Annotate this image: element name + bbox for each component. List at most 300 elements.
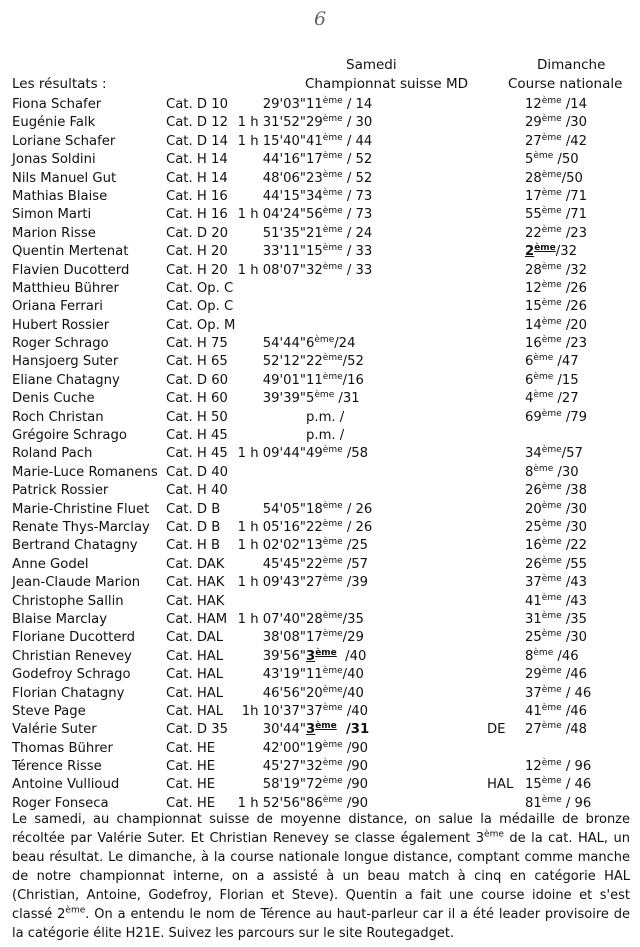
result-row	[0, 317, 640, 335]
sunday-rank	[525, 593, 587, 611]
sunday-rank-suffix: ème	[541, 482, 562, 493]
saturday-rank-total: /52	[342, 354, 364, 370]
sunday-rank	[525, 188, 587, 206]
saturday-time: 45'45"	[262, 556, 306, 572]
saturday-rank-suffix: ème	[322, 169, 343, 180]
athlete-name: Grégoire Schrago	[12, 428, 127, 444]
saturday-rank	[306, 666, 364, 684]
saturday-time: 46'56"	[262, 685, 306, 701]
sunday-rank-number: 69	[525, 409, 542, 425]
sunday-rank-total: / 46	[561, 685, 592, 701]
saturday-rank-total: /90	[342, 740, 369, 756]
saturday-time: 1 h 07'40"	[237, 611, 306, 627]
sunday-rank-number: 22	[525, 225, 542, 241]
sunday-rank-suffix: ème	[541, 592, 562, 603]
result-row	[0, 206, 640, 224]
saturday-time: 1 h 31'52"	[237, 115, 306, 131]
sunday-rank	[525, 685, 591, 703]
sunday-rank-number: 55	[525, 207, 542, 223]
result-row	[0, 243, 640, 261]
sunday-category-prefix: DE	[487, 722, 506, 738]
saturday-rank-total: / 14	[342, 97, 373, 112]
sunday-rank-total: /15	[553, 372, 579, 388]
saturday-rank-suffix: ème	[322, 518, 343, 529]
sunday-rank	[525, 353, 579, 371]
sunday-rank	[525, 225, 587, 243]
result-row	[0, 685, 640, 703]
sunday-rank-total: /32	[555, 244, 578, 260]
sunday-rank-suffix: ème	[541, 316, 562, 327]
saturday-rank-number: 72	[306, 777, 323, 793]
sunday-rank-total: /26	[561, 280, 588, 296]
sunday-rank-suffix: ème	[541, 445, 562, 456]
sunday-rank	[525, 776, 591, 794]
category: Cat. D 14	[166, 133, 228, 149]
result-row	[0, 427, 640, 445]
saturday-rank-suffix: ème	[322, 224, 343, 235]
saturday-rank-total: /29	[342, 630, 364, 646]
sunday-rank-total: /43	[561, 593, 588, 609]
saturday-time: 45'27"	[262, 759, 306, 775]
saturday-rank	[306, 188, 372, 206]
saturday-rank-total: /40	[342, 667, 364, 683]
saturday-rank	[306, 390, 360, 408]
athlete-name: Jean-Claude Marion	[12, 575, 141, 591]
category: Cat. H 45	[166, 446, 228, 462]
saturday-rank	[306, 372, 364, 390]
sunday-rank-total: /23	[561, 336, 588, 352]
saturday-rank-number: 22	[306, 556, 323, 572]
page-number: 6	[313, 8, 327, 30]
sunday-rank-number: 15	[525, 777, 542, 793]
saturday-rank-number: 23	[306, 170, 323, 186]
sunday-rank	[525, 96, 587, 114]
sunday-rank-total: /14	[561, 97, 588, 112]
saturday-rank-number: 27	[306, 575, 323, 591]
saturday-time: 43'19"	[262, 667, 306, 683]
saturday-rank-suffix: ème	[322, 702, 343, 713]
athlete-name: Eugénie Falk	[12, 115, 96, 131]
saturday-time: 30'44"	[262, 722, 306, 738]
athlete-name: Eliane Chatagny	[12, 372, 120, 388]
summary-text: Le samedi, au championnat suisse de moyenne distance, on salue la médaille de bronze récoltée par Valérie Suter. Et Christian Renevey se classe également 3	[12, 812, 630, 846]
saturday-time: 44'15"	[262, 188, 306, 204]
sunday-rank-number: 27	[525, 133, 542, 149]
sunday-rank-number: 28	[525, 170, 542, 186]
sunday-rank	[525, 648, 579, 666]
category: Cat. H B	[166, 538, 220, 554]
sunday-rank-suffix: ème	[541, 666, 562, 677]
sunday-rank	[525, 390, 579, 408]
saturday-rank	[306, 611, 364, 629]
saturday-rank-suffix: ème	[322, 151, 343, 162]
saturday-rank	[306, 335, 355, 353]
saturday-rank	[306, 629, 364, 647]
category: Cat. HAK	[166, 575, 225, 591]
saturday-rank-suffix: ème	[322, 574, 343, 585]
sunday-rank-number: 25	[525, 630, 542, 646]
saturday-rank-suffix: ème	[322, 794, 343, 805]
category: Cat. H 40	[166, 483, 228, 499]
athlete-name: Hubert Rossier	[12, 317, 110, 333]
result-row	[0, 666, 640, 684]
category: Cat. D 35	[166, 722, 228, 738]
sunday-rank-suffix: ème	[541, 794, 562, 805]
saturday-rank-number: 17	[306, 630, 323, 646]
saturday-rank-total: / 44	[342, 133, 373, 149]
saturday-rank-number: 11	[306, 97, 323, 112]
sunday-rank-total: /57	[561, 446, 583, 462]
result-row	[0, 629, 640, 647]
saturday-rank-number: 20	[306, 685, 323, 701]
sunday-rank-total: /23	[561, 225, 588, 241]
sunday-rank-total: /50	[553, 152, 579, 168]
sunday-rank-number: 41	[525, 703, 542, 719]
sunday-rank-suffix: ème	[541, 684, 562, 695]
sunday-rank-number: 20	[525, 501, 542, 517]
saturday-rank-total: /90	[342, 777, 369, 793]
sunday-rank-total: /71	[561, 188, 588, 204]
category: Cat. H 45	[166, 428, 228, 444]
saturday-rank-suffix: ème	[314, 335, 335, 346]
athlete-name: Marie-Luce Romanens	[12, 464, 158, 480]
sunday-rank	[525, 298, 587, 316]
sunday-rank-number: 31	[525, 611, 542, 627]
saturday-rank	[306, 685, 364, 703]
sunday-rank-number: 28	[525, 262, 542, 278]
saturday-rank-total: / 24	[342, 225, 373, 241]
sunday-rank-number: 16	[525, 336, 542, 352]
saturday-rank-total: /31	[334, 391, 360, 407]
sunday-rank-number: 8	[525, 648, 534, 664]
sunday-rank-suffix: ème	[541, 702, 562, 713]
sunday-rank-number: 2	[525, 244, 535, 260]
category: Cat. Op. C	[166, 299, 234, 315]
sunday-rank-number: 12	[525, 280, 542, 296]
category: Cat. D 10	[166, 97, 228, 112]
sunday-rank-number: 14	[525, 317, 542, 333]
result-row	[0, 170, 640, 188]
athlete-name: Térence Risse	[12, 759, 102, 775]
result-row	[0, 648, 640, 666]
athlete-name: Fiona Schafer	[12, 97, 102, 112]
athlete-name: Roch Christan	[12, 409, 104, 425]
result-row	[0, 776, 640, 794]
saturday-rank-number: 11	[306, 372, 323, 388]
result-row	[0, 353, 640, 371]
summary-text: de la cat. HAL, un beau résultat. Le dimanche, à la course nationale longue distance, comptant comme manche de notre championnat interne, on a assisté à un beau match à cinq en catégorie HAL (Christian, Antoine, Godefroy, Florian et Steve). Quentin a fait une course idoine et s'est classé 2	[12, 831, 630, 922]
sunday-rank	[525, 611, 587, 629]
saturday-rank-suffix: ème	[314, 390, 335, 401]
saturday-rank-suffix: ème	[322, 758, 343, 769]
saturday-rank-suffix: ème	[322, 776, 343, 787]
saturday-rank-suffix: ème	[315, 647, 337, 658]
category: Cat. H 16	[166, 188, 228, 204]
sunday-rank-number: 26	[525, 483, 542, 499]
sunday-rank	[525, 629, 587, 647]
saturday-rank-number: 5	[306, 391, 315, 407]
saturday-rank-suffix: ème	[322, 445, 343, 456]
athlete-name: Nils Manuel Gut	[12, 170, 117, 186]
saturday-time: 33'11"	[262, 244, 306, 260]
sunday-rank-total: /42	[561, 133, 588, 149]
sunday-rank-total: /22	[561, 538, 588, 554]
sunday-rank-total: /30	[561, 115, 588, 131]
saturday-rank-number: 37	[306, 703, 323, 719]
saturday-rank	[306, 225, 372, 243]
saturday-rank-number: 3	[306, 722, 316, 738]
result-row	[0, 151, 640, 169]
sunday-rank-suffix: ème	[541, 537, 562, 548]
sunday-rank	[525, 721, 587, 739]
saturday-time: 44'16"	[262, 152, 306, 168]
sunday-rank	[525, 206, 587, 224]
result-row	[0, 703, 640, 721]
athlete-name: Blaise Marclay	[12, 611, 108, 627]
sunday-rank-number: 26	[525, 556, 542, 572]
category: Cat. HAL	[166, 667, 224, 683]
saturday-rank	[306, 151, 372, 169]
sunday-rank-number: 34	[525, 446, 542, 462]
result-row	[0, 501, 640, 519]
sunday-rank-total: /46	[561, 667, 588, 683]
category: Cat. HAK	[166, 593, 225, 609]
saturday-rank	[306, 206, 372, 224]
saturday-rank-suffix: ème	[322, 500, 343, 511]
sunday-rank-number: 5	[525, 152, 534, 168]
result-row	[0, 114, 640, 132]
result-row	[0, 593, 640, 611]
category: Cat. H 60	[166, 391, 228, 407]
sunday-rank-suffix: ème	[541, 279, 562, 290]
saturday-rank-number: 41	[306, 133, 323, 149]
sunday-rank-suffix: ème	[534, 243, 556, 254]
athlete-name: Antoine Vullioud	[12, 777, 120, 793]
sunday-rank-suffix: ème	[541, 555, 562, 566]
saturday-rank-total: /90	[342, 795, 369, 811]
saturday-time: 52'12"	[262, 354, 306, 370]
category: Cat. H 20	[166, 244, 228, 260]
result-row	[0, 519, 640, 537]
sunday-rank-total: /27	[553, 391, 579, 407]
saturday-rank-suffix: ème	[322, 206, 343, 217]
sunday-rank-total: /30	[553, 464, 579, 480]
category: Cat. H 14	[166, 170, 228, 186]
sunday-rank-number: 12	[525, 759, 542, 775]
sunday-category-prefix: HAL	[487, 777, 514, 793]
sunday-rank-suffix: ème	[541, 96, 562, 106]
sunday-rank-total: /26	[561, 299, 588, 315]
saturday-rank-number: 32	[306, 759, 323, 775]
sunday-rank-number: 15	[525, 299, 542, 315]
saturday-rank	[306, 353, 364, 371]
sunday-rank-number: 27	[525, 722, 542, 738]
saturday-rank-total: /57	[342, 556, 369, 572]
athlete-name: Valérie Suter	[12, 722, 97, 738]
sunday-rank-number: 16	[525, 538, 542, 554]
sunday-rank-suffix: ème	[541, 114, 562, 125]
category: Cat. HAL	[166, 685, 224, 701]
saturday-rank	[306, 537, 368, 555]
athlete-name: Thomas Bührer	[12, 740, 113, 756]
saturday-time: 58'19"	[262, 777, 306, 793]
saturday-time: 1 h 52'56"	[237, 795, 306, 811]
athlete-name: Quentin Mertenat	[12, 244, 129, 260]
saturday-rank-number: 22	[306, 519, 323, 535]
result-row	[0, 740, 640, 758]
sunday-rank-suffix: ème	[541, 408, 562, 419]
result-row	[0, 464, 640, 482]
sunday-rank-number: 25	[525, 519, 542, 535]
category: Cat. D 60	[166, 372, 228, 388]
sunday-rank	[525, 537, 587, 555]
saturday-rank	[306, 703, 368, 721]
athlete-name: Christian Renevey	[12, 648, 132, 664]
sunday-rank-total: /71	[561, 207, 588, 223]
saturday-rank-total: /58	[342, 446, 369, 462]
athlete-name: Steve Page	[12, 703, 86, 719]
result-row	[0, 262, 640, 280]
category: Cat. D 40	[166, 464, 228, 480]
sunday-rank	[525, 170, 583, 188]
saturday-rank-number: 15	[306, 244, 323, 260]
saturday-rank	[306, 740, 368, 758]
sunday-rank-number: 29	[525, 115, 542, 131]
result-row	[0, 96, 640, 114]
saturday-rank-total: / 33	[342, 262, 373, 278]
saturday-rank	[306, 114, 372, 132]
sunday-rank-suffix: ème	[533, 463, 554, 474]
sunday-rank-number: 12	[525, 97, 542, 112]
category: Cat. HE	[166, 759, 216, 775]
athlete-name: Marion Risse	[12, 225, 96, 241]
sunday-rank-total: / 96	[561, 759, 592, 775]
saturday-time: 39'56"	[262, 648, 306, 664]
sunday-rank-suffix: ème	[541, 224, 562, 235]
sunday-rank-number: 29	[525, 667, 542, 683]
sunday-rank-total: /35	[561, 611, 588, 627]
saturday-rank-number: 49	[306, 446, 323, 462]
saturday-rank-total: / 73	[342, 207, 373, 223]
result-row	[0, 556, 640, 574]
result-row	[0, 574, 640, 592]
saturday-time: 49'01"	[262, 372, 306, 388]
athlete-name: Roland Pach	[12, 446, 93, 462]
sunday-rank	[525, 372, 579, 390]
saturday-rank-total: / 26	[342, 501, 373, 517]
saturday-rank-suffix: ème	[322, 187, 343, 198]
sunday-rank-suffix: ème	[541, 261, 562, 272]
athlete-name: Godefroy Schrago	[12, 667, 131, 683]
saturday-rank-suffix: ème	[315, 721, 337, 732]
sunday-rank-total: /79	[561, 409, 588, 425]
sunday-rank	[525, 114, 587, 132]
saturday-rank-number: 22	[306, 354, 323, 370]
category: Cat. H 75	[166, 336, 228, 352]
saturday-rank	[306, 501, 372, 519]
category: Cat. H 50	[166, 409, 228, 425]
saturday-rank	[306, 519, 372, 537]
sunday-rank-number: 17	[525, 188, 542, 204]
sunday-title: Dimanche	[537, 57, 606, 73]
athlete-name: Roger Fonseca	[12, 795, 109, 811]
saturday-rank-number: 19	[306, 740, 323, 756]
saturday-rank-total: / 52	[342, 170, 373, 186]
category: Cat. H 20	[166, 262, 228, 278]
saturday-rank	[306, 427, 344, 445]
saturday-rank-number: 3	[306, 648, 316, 664]
saturday-rank-suffix: ème	[322, 739, 343, 750]
saturday-time: 54'44"	[262, 336, 306, 352]
sunday-rank-total: /43	[561, 575, 588, 591]
saturday-time: 1 h 09'43"	[237, 575, 306, 591]
results-label: Les résultats :	[12, 76, 107, 92]
sunday-rank	[525, 758, 591, 776]
category: Cat. HE	[166, 795, 216, 811]
sunday-rank-suffix: ème	[541, 721, 562, 732]
athlete-name: Denis Cuche	[12, 391, 95, 407]
category: Cat. HAL	[166, 703, 224, 719]
summary-paragraph	[12, 810, 630, 943]
athlete-name: Marie-Christine Fluet	[12, 501, 150, 517]
sunday-rank-total: /32	[561, 262, 588, 278]
sunday-rank	[525, 133, 587, 151]
sunday-rank-suffix: ème	[541, 298, 562, 309]
saturday-rank-total: /16	[342, 372, 364, 388]
category: Cat. H 65	[166, 354, 228, 370]
saturday-rank	[306, 445, 368, 463]
athlete-name: Floriane Ducotterd	[12, 630, 135, 646]
athlete-name: Bertrand Chatagny	[12, 538, 138, 554]
result-row	[0, 445, 640, 463]
sunday-rank-suffix: ème	[533, 647, 554, 658]
saturday-rank-number: 17	[306, 152, 323, 168]
saturday-rank-suffix: ème	[322, 132, 343, 143]
athlete-name: Patrick Rossier	[12, 483, 109, 499]
saturday-rank	[306, 721, 369, 739]
sunday-rank-suffix: ème	[541, 610, 562, 621]
sunday-rank	[525, 666, 587, 684]
saturday-rank-total: / 30	[342, 115, 373, 131]
saturday-rank-total: / 73	[342, 188, 373, 204]
saturday-rank-suffix: ème	[322, 353, 343, 364]
sunday-rank-suffix: ème	[541, 206, 562, 217]
sunday-rank	[525, 464, 579, 482]
saturday-rank-total: /90	[342, 759, 369, 775]
category: Cat. HE	[166, 777, 216, 793]
saturday-rank-total: /40	[342, 703, 369, 719]
saturday-subtitle: Championnat suisse MD	[305, 76, 469, 92]
category: Cat. DAK	[166, 556, 225, 572]
category: Cat. DAL	[166, 630, 224, 646]
category: Cat. Op. C	[166, 280, 234, 296]
athlete-name: Matthieu Bührer	[12, 280, 119, 296]
saturday-time: 1 h 02'02"	[237, 538, 306, 554]
result-row	[0, 409, 640, 427]
athlete-name: Roger Schrago	[12, 336, 109, 352]
saturday-rank-total: / 33	[342, 244, 373, 260]
sunday-rank-number: 6	[525, 354, 534, 370]
sunday-rank-number: 6	[525, 372, 534, 388]
saturday-rank-number: 32	[306, 262, 323, 278]
saturday-rank-total: /40	[342, 685, 364, 701]
saturday-rank-number: 11	[306, 667, 323, 683]
sunday-rank-total: /30	[561, 501, 588, 517]
saturday-time: 1 h 09'44"	[237, 446, 306, 462]
sunday-rank	[525, 556, 587, 574]
saturday-rank-suffix: ème	[322, 114, 343, 125]
sunday-rank-total: /48	[561, 722, 588, 738]
